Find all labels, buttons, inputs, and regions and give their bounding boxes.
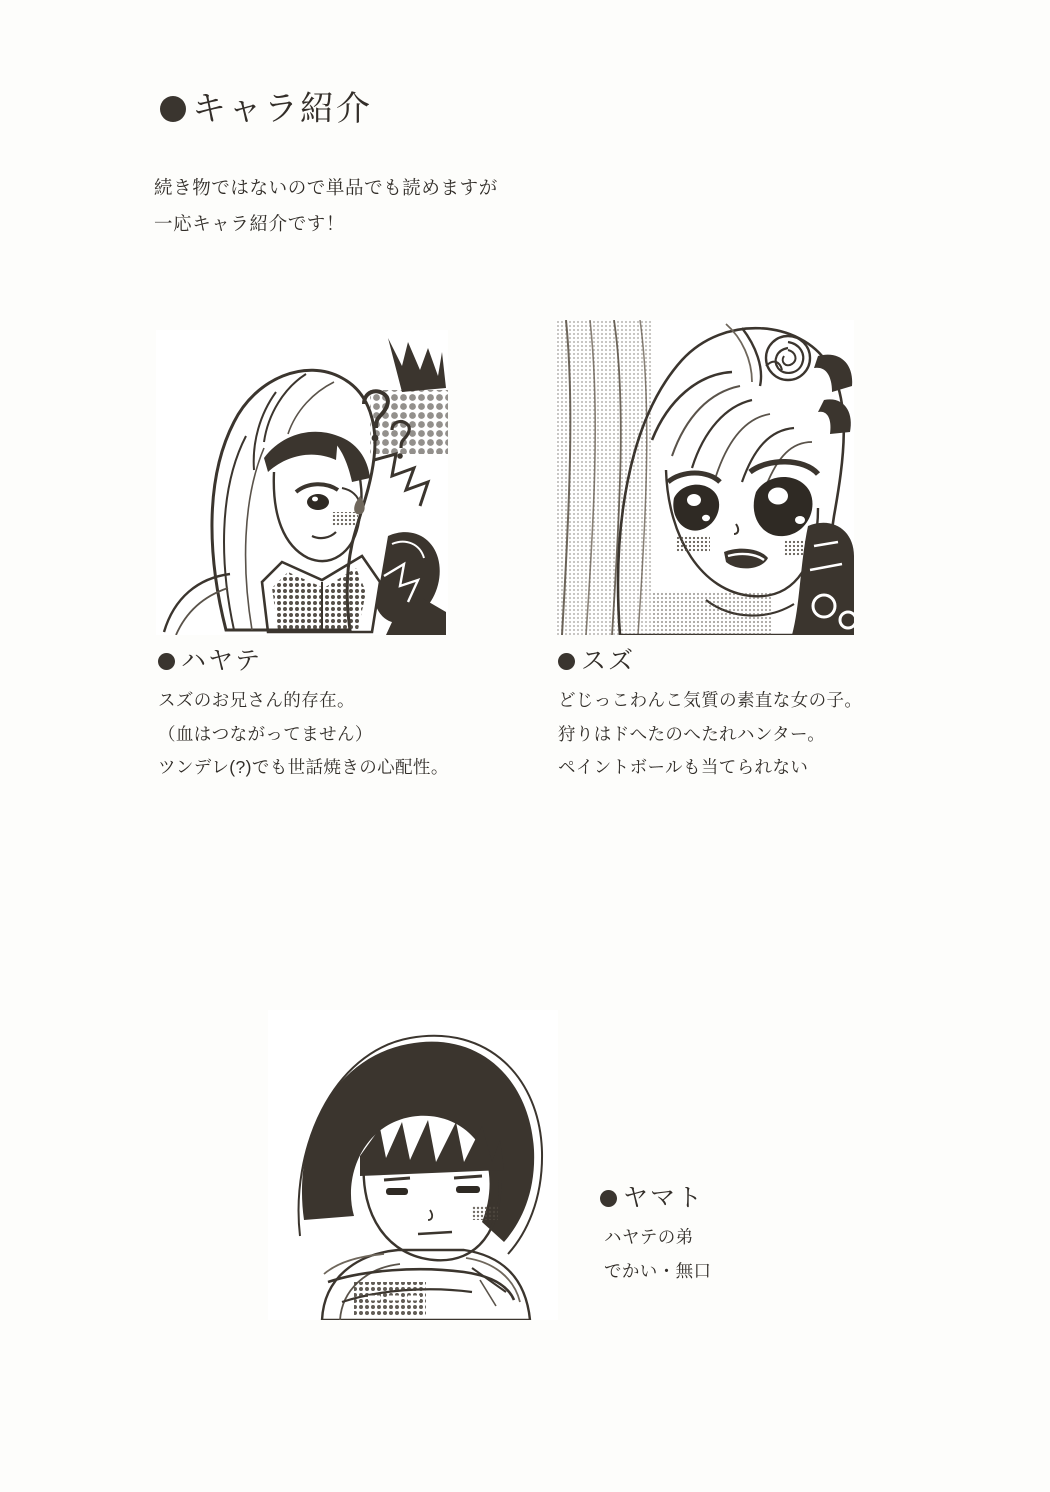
hayate-portrait — [156, 330, 448, 635]
character-name-text: スズ — [581, 647, 636, 675]
character-description-suzu — [558, 684, 862, 785]
desc-line: でかい・無口 — [604, 1260, 712, 1281]
character-name-suzu — [558, 649, 862, 674]
character-name-hayate — [158, 649, 449, 674]
page-title-text: キャラ紹介 — [192, 90, 372, 128]
desc-line: ペイントボールも当てられない — [558, 757, 809, 778]
desc-line: （血はつながってません） — [158, 723, 373, 744]
intro-line-1: 続き物ではないので単品でも読めますが — [154, 177, 498, 198]
character-entry-suzu — [556, 320, 862, 785]
desc-line: ハヤテの弟 — [604, 1227, 694, 1247]
yamato-portrait — [268, 1010, 558, 1320]
filled-circle-bullet-icon — [558, 653, 575, 670]
intro-line-2: 一応キャラ紹介です！ — [154, 213, 346, 235]
character-description-yamato — [604, 1221, 711, 1288]
desc-line: スズのお兄さん的存在。 — [158, 690, 355, 710]
character-description-hayate — [158, 684, 449, 785]
filled-circle-bullet-icon — [600, 1190, 617, 1207]
desc-line: ツンデレ(?)でも世話焼きの心配性。 — [158, 757, 449, 778]
character-entry-yamato — [600, 1172, 711, 1288]
filled-circle-bullet-icon — [160, 96, 186, 122]
filled-circle-bullet-icon — [158, 653, 175, 670]
intro-text — [154, 170, 498, 242]
character-name-yamato — [600, 1186, 711, 1211]
desc-line: どじっこわんこ気質の素直な女の子。 — [558, 690, 863, 710]
character-name-text: ヤマト — [623, 1184, 705, 1212]
suzu-portrait — [556, 320, 854, 635]
page-title — [160, 92, 372, 126]
character-name-text: ハヤテ — [181, 647, 263, 675]
character-entry-hayate — [156, 330, 449, 785]
desc-line: 狩りはドへたのへたれハンター。 — [558, 723, 826, 744]
